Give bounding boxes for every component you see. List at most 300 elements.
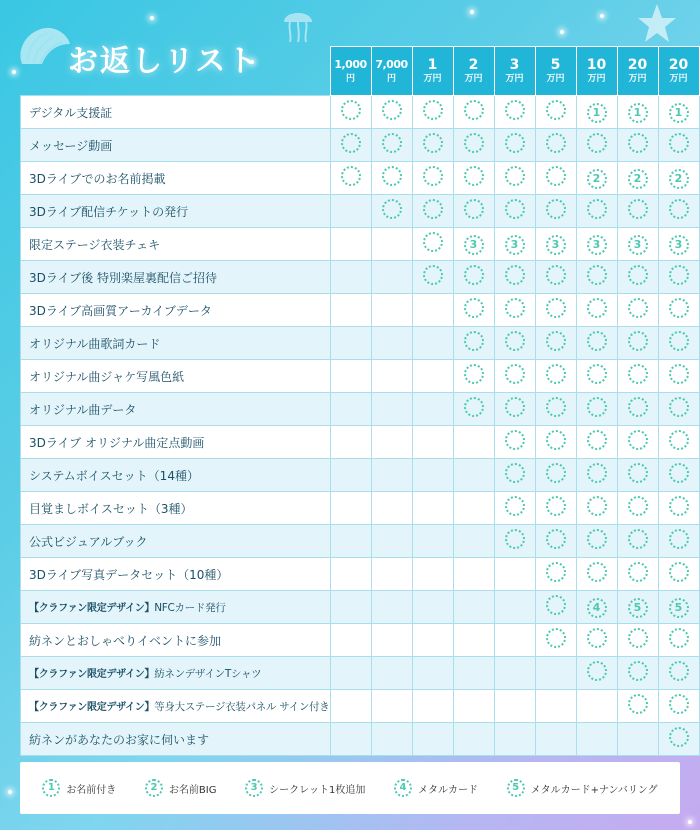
mark-cell: [330, 228, 371, 261]
included-circle-icon: [546, 265, 566, 285]
reward-label: [21, 195, 331, 228]
mark-cell: [576, 558, 617, 591]
included-circle-icon: [669, 331, 689, 351]
included-circle-icon: [628, 694, 648, 714]
numbered-circle-icon: 3: [245, 779, 263, 797]
included-circle-icon: [423, 232, 443, 252]
mark-cell: [453, 525, 494, 558]
included-circle-icon: [423, 199, 443, 219]
mark-cell: [494, 129, 535, 162]
included-circle-icon: [546, 595, 566, 615]
numbered-circle-icon: 5: [507, 779, 525, 797]
mark-cell: [330, 195, 371, 228]
numbered-circle-icon: 5: [669, 598, 689, 618]
included-circle-icon: [341, 133, 361, 153]
mark-cell: [658, 525, 699, 558]
mark-cell: [535, 327, 576, 360]
mark-cell: [453, 426, 494, 459]
mark-cell: [535, 96, 576, 129]
tier-amount: 20: [627, 57, 648, 73]
mark-cell: [330, 624, 371, 657]
included-circle-icon: [505, 430, 525, 450]
mark-cell: [658, 426, 699, 459]
numbered-circle-icon: 3: [505, 235, 525, 255]
included-circle-icon: [464, 331, 484, 351]
included-circle-icon: [587, 529, 607, 549]
included-circle-icon: [546, 331, 566, 351]
mark-cell: [658, 294, 699, 327]
included-circle-icon: [669, 529, 689, 549]
included-circle-icon: [464, 397, 484, 417]
included-circle-icon: [546, 199, 566, 219]
sparkle-decoration: [8, 790, 12, 794]
reward-label: [21, 525, 331, 558]
mark-cell: [576, 723, 617, 756]
mark-cell: [658, 591, 699, 624]
legend-text: メタルカード: [418, 784, 479, 796]
reward-label: [21, 690, 331, 723]
included-circle-icon: [669, 265, 689, 285]
included-circle-icon: [628, 562, 648, 582]
mark-cell: [658, 657, 699, 690]
mark-cell: [330, 393, 371, 426]
jellyfish-icon: [278, 4, 318, 44]
mark-cell: [412, 624, 453, 657]
included-circle-icon: [546, 133, 566, 153]
mark-cell: [371, 492, 412, 525]
included-circle-icon: [546, 529, 566, 549]
included-circle-icon: [505, 166, 525, 186]
mark-cell: [494, 558, 535, 591]
tier-amount: 1,000: [334, 58, 367, 71]
reward-label-text: 等身大ステージ衣装パネル サイン付き: [154, 701, 330, 713]
reward-label: [21, 459, 331, 492]
included-circle-icon: [669, 661, 689, 681]
sparkle-decoration: [600, 14, 604, 18]
mark-cell: [453, 129, 494, 162]
mark-cell: [330, 426, 371, 459]
numbered-circle-icon: 1: [669, 103, 689, 123]
mark-cell: [453, 96, 494, 129]
mark-cell: [412, 393, 453, 426]
mark-cell: [494, 591, 535, 624]
included-circle-icon: [628, 331, 648, 351]
mark-cell: [576, 492, 617, 525]
mark-cell: [658, 723, 699, 756]
mark-cell: [453, 624, 494, 657]
included-circle-icon: [587, 628, 607, 648]
mark-cell: [371, 723, 412, 756]
mark-cell: [494, 459, 535, 492]
included-circle-icon: [341, 166, 361, 186]
mark-cell: [371, 657, 412, 690]
page-title: お返しリスト: [68, 44, 260, 79]
included-circle-icon: [546, 463, 566, 483]
included-circle-icon: [423, 166, 443, 186]
mark-cell: [330, 294, 371, 327]
mark-cell: [412, 327, 453, 360]
sparkle-decoration: [470, 10, 474, 14]
included-circle-icon: [546, 562, 566, 582]
reward-label: [21, 657, 331, 690]
mark-cell: [453, 261, 494, 294]
mark-cell: [371, 360, 412, 393]
reward-label-text: 公式ビジュアルブック: [29, 534, 148, 549]
tier-unit: 円: [345, 74, 355, 84]
reward-label-text: デジタル支援証: [29, 105, 113, 120]
reward-label: [21, 261, 331, 294]
table-row: [21, 426, 700, 459]
included-circle-icon: [628, 199, 648, 219]
mark-cell: [330, 492, 371, 525]
reward-label: [21, 129, 331, 162]
mark-cell: [658, 360, 699, 393]
mark-cell: [658, 195, 699, 228]
mark-cell: [371, 624, 412, 657]
mark-cell: [658, 228, 699, 261]
reward-label: [21, 327, 331, 360]
tier-header: [535, 47, 576, 96]
reward-label: [21, 723, 331, 756]
mark-cell: [535, 360, 576, 393]
mark-cell: [576, 294, 617, 327]
reward-rows: [21, 96, 700, 756]
mark-cell: [658, 558, 699, 591]
included-circle-icon: [587, 364, 607, 384]
mark-cell: [617, 195, 658, 228]
mark-cell: [330, 558, 371, 591]
tier-header: [412, 47, 453, 96]
included-circle-icon: [382, 133, 402, 153]
mark-cell: [617, 261, 658, 294]
mark-cell: [453, 657, 494, 690]
legend-item: [507, 779, 658, 797]
included-circle-icon: [628, 529, 648, 549]
reward-label-text: 限定ステージ衣装チェキ: [29, 237, 161, 252]
mark-cell: [494, 393, 535, 426]
mark-cell: [658, 129, 699, 162]
mark-cell: [330, 459, 371, 492]
mark-cell: [330, 162, 371, 195]
legend-item: [42, 779, 116, 797]
included-circle-icon: [505, 298, 525, 318]
mark-cell: [453, 723, 494, 756]
mark-cell: [494, 228, 535, 261]
reward-label-text: オリジナル曲ジャケ写風色紙: [29, 369, 185, 384]
legend-item: [145, 779, 217, 797]
included-circle-icon: [628, 265, 648, 285]
included-circle-icon: [464, 133, 484, 153]
reward-label-text: 3Dライブ後 特別楽屋裏配信ご招待: [29, 270, 217, 285]
mark-cell: [617, 96, 658, 129]
mark-cell: [576, 393, 617, 426]
mark-cell: [617, 294, 658, 327]
mark-cell: [371, 393, 412, 426]
table-row: [21, 228, 700, 261]
mark-cell: [617, 426, 658, 459]
mark-cell: [453, 360, 494, 393]
mark-cell: [576, 525, 617, 558]
mark-cell: [371, 195, 412, 228]
mark-cell: [412, 129, 453, 162]
mark-cell: [330, 723, 371, 756]
mark-cell: [412, 294, 453, 327]
mark-cell: [412, 195, 453, 228]
mark-cell: [617, 558, 658, 591]
legend-text: シークレット1枚追加: [269, 784, 366, 796]
table-row: [21, 624, 700, 657]
mark-cell: [535, 723, 576, 756]
numbered-circle-icon: 5: [628, 598, 648, 618]
mark-cell: [535, 261, 576, 294]
included-circle-icon: [587, 562, 607, 582]
mark-cell: [330, 591, 371, 624]
mark-cell: [576, 657, 617, 690]
included-circle-icon: [587, 298, 607, 318]
included-circle-icon: [669, 199, 689, 219]
numbered-circle-icon: 3: [587, 235, 607, 255]
mark-cell: [617, 162, 658, 195]
included-circle-icon: [546, 397, 566, 417]
mark-cell: [494, 327, 535, 360]
tier-header: [371, 47, 412, 96]
sparkle-decoration: [150, 16, 154, 20]
mark-cell: [330, 261, 371, 294]
included-circle-icon: [546, 496, 566, 516]
mark-cell: [412, 162, 453, 195]
included-circle-icon: [505, 397, 525, 417]
mark-cell: [330, 360, 371, 393]
mark-cell: [453, 327, 494, 360]
tier-unit: 万円: [464, 74, 483, 84]
mark-cell: [617, 228, 658, 261]
mark-cell: [617, 327, 658, 360]
mark-cell: [330, 129, 371, 162]
reward-label: [21, 360, 331, 393]
reward-label-text: 3Dライブ配信チケットの発行: [29, 204, 189, 219]
starfish-icon: [636, 2, 678, 44]
mark-cell: [617, 525, 658, 558]
reward-label-text: 紡ネンがあなたのお家に伺います: [29, 732, 210, 747]
included-circle-icon: [423, 133, 443, 153]
table-row: [21, 690, 700, 723]
included-circle-icon: [628, 364, 648, 384]
mark-cell: [371, 327, 412, 360]
reward-label: [21, 162, 331, 195]
mark-cell: [535, 162, 576, 195]
tier-amount: 7,000: [375, 58, 408, 71]
mark-cell: [576, 129, 617, 162]
mark-cell: [535, 294, 576, 327]
reward-label-text: 目覚ましボイスセット（3種）: [29, 501, 193, 516]
included-circle-icon: [669, 430, 689, 450]
included-circle-icon: [464, 265, 484, 285]
sparkle-decoration: [12, 70, 16, 74]
tier-header-row: [21, 47, 700, 96]
mark-cell: [658, 261, 699, 294]
table-row: [21, 492, 700, 525]
tier-amount: 3: [509, 57, 520, 73]
mark-cell: [412, 360, 453, 393]
mark-cell: [453, 195, 494, 228]
included-circle-icon: [505, 496, 525, 516]
included-circle-icon: [669, 694, 689, 714]
included-circle-icon: [341, 100, 361, 120]
mark-cell: [535, 393, 576, 426]
limited-tag: 【クラファン限定デザイン】: [29, 669, 155, 680]
included-circle-icon: [628, 496, 648, 516]
included-circle-icon: [546, 364, 566, 384]
mark-cell: [371, 426, 412, 459]
included-circle-icon: [382, 199, 402, 219]
tier-amount: 10: [586, 57, 607, 73]
mark-cell: [371, 591, 412, 624]
included-circle-icon: [587, 265, 607, 285]
numbered-circle-icon: 2: [628, 169, 648, 189]
reward-label-text: 3Dライブ オリジナル曲定点動画: [29, 435, 205, 450]
tier-unit: 万円: [587, 74, 606, 84]
mark-cell: [658, 459, 699, 492]
tier-amount: 20: [668, 57, 689, 73]
included-circle-icon: [587, 661, 607, 681]
mark-cell: [453, 393, 494, 426]
mark-cell: [494, 690, 535, 723]
mark-cell: [576, 459, 617, 492]
table-row: [21, 96, 700, 129]
included-circle-icon: [382, 100, 402, 120]
included-circle-icon: [669, 298, 689, 318]
legend-text: お名前BIG: [168, 784, 217, 796]
included-circle-icon: [669, 463, 689, 483]
table-row: [21, 459, 700, 492]
mark-cell: [658, 690, 699, 723]
mark-cell: [453, 162, 494, 195]
mark-cell: [412, 723, 453, 756]
included-circle-icon: [669, 496, 689, 516]
reward-label-text: 3Dライブでのお名前掲載: [29, 171, 166, 186]
legend: [20, 762, 680, 814]
mark-cell: [535, 228, 576, 261]
included-circle-icon: [546, 628, 566, 648]
reward-label: [21, 228, 331, 261]
mark-cell: [412, 228, 453, 261]
table-row: [21, 657, 700, 690]
included-circle-icon: [669, 364, 689, 384]
included-circle-icon: [587, 397, 607, 417]
mark-cell: [576, 96, 617, 129]
reward-label: [21, 558, 331, 591]
table-row: [21, 129, 700, 162]
included-circle-icon: [464, 298, 484, 318]
mark-cell: [617, 459, 658, 492]
included-circle-icon: [505, 529, 525, 549]
mark-cell: [412, 459, 453, 492]
mark-cell: [494, 195, 535, 228]
included-circle-icon: [669, 628, 689, 648]
mark-cell: [535, 129, 576, 162]
mark-cell: [371, 162, 412, 195]
mark-cell: [576, 228, 617, 261]
mark-cell: [576, 327, 617, 360]
limited-tag: 【クラファン限定デザイン】: [29, 603, 155, 614]
mark-cell: [535, 624, 576, 657]
included-circle-icon: [505, 331, 525, 351]
mark-cell: [494, 657, 535, 690]
mark-cell: [494, 624, 535, 657]
included-circle-icon: [628, 430, 648, 450]
reward-label: [21, 294, 331, 327]
included-circle-icon: [464, 100, 484, 120]
numbered-circle-icon: 4: [394, 779, 412, 797]
mark-cell: [576, 162, 617, 195]
mark-cell: [617, 591, 658, 624]
included-circle-icon: [546, 298, 566, 318]
legend-text: メタルカード+ナンバリング: [530, 784, 658, 796]
numbered-circle-icon: 3: [464, 235, 484, 255]
mark-cell: [658, 327, 699, 360]
mark-cell: [371, 294, 412, 327]
tier-amount: 2: [468, 57, 479, 73]
mark-cell: [576, 195, 617, 228]
mark-cell: [371, 525, 412, 558]
mark-cell: [535, 657, 576, 690]
included-circle-icon: [505, 265, 525, 285]
reward-label: [21, 426, 331, 459]
mark-cell: [453, 459, 494, 492]
reward-label-text: オリジナル曲データ: [29, 402, 137, 417]
included-circle-icon: [423, 265, 443, 285]
mark-cell: [330, 96, 371, 129]
mark-cell: [617, 492, 658, 525]
included-circle-icon: [464, 364, 484, 384]
numbered-circle-icon: 2: [669, 169, 689, 189]
mark-cell: [330, 327, 371, 360]
table-row: [21, 195, 700, 228]
tier-header: [617, 47, 658, 96]
tier-amount: 5: [550, 57, 561, 73]
tier-header: [494, 47, 535, 96]
mark-cell: [494, 525, 535, 558]
included-circle-icon: [505, 100, 525, 120]
tier-header: [576, 47, 617, 96]
mark-cell: [453, 228, 494, 261]
reward-label-text: 3Dライブ写真データセット（10種）: [29, 567, 229, 582]
table-row: [21, 261, 700, 294]
mark-cell: [453, 492, 494, 525]
table-row: [21, 360, 700, 393]
mark-cell: [412, 657, 453, 690]
included-circle-icon: [628, 463, 648, 483]
mark-cell: [371, 690, 412, 723]
mark-cell: [658, 624, 699, 657]
mark-cell: [412, 558, 453, 591]
mark-cell: [371, 228, 412, 261]
mark-cell: [494, 294, 535, 327]
numbered-circle-icon: 3: [628, 235, 648, 255]
mark-cell: [330, 657, 371, 690]
reward-label-text: 紡ネンとおしゃべりイベントに参加: [29, 633, 222, 648]
included-circle-icon: [505, 199, 525, 219]
included-circle-icon: [464, 199, 484, 219]
mark-cell: [535, 591, 576, 624]
table-row: [21, 162, 700, 195]
included-circle-icon: [587, 496, 607, 516]
legend-item: [245, 779, 365, 797]
included-circle-icon: [546, 430, 566, 450]
mark-cell: [535, 459, 576, 492]
tier-unit: 万円: [546, 74, 565, 84]
mark-cell: [535, 558, 576, 591]
